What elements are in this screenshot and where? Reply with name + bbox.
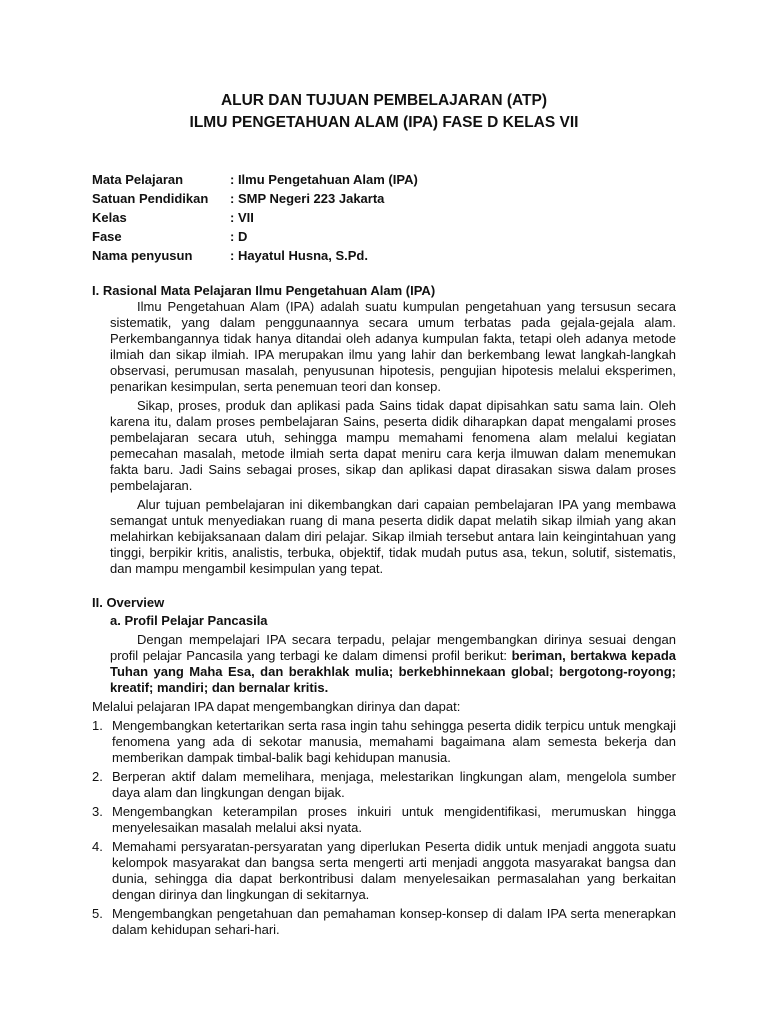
meta-row-subject <box>92 170 676 189</box>
meta-value: : D <box>230 229 248 244</box>
title-line-1: ALUR DAN TUJUAN PEMBELAJARAN (ATP) <box>220 92 548 109</box>
meta-label: Fase <box>92 229 122 244</box>
meta-value: : VII <box>230 210 254 225</box>
list-text: Mengembangkan ketertarikan serta rasa ingin tahu sehingga peserta didik terpicu untuk mengkaji fenomena yang ada di sekotar manusia, memahami bagaimana alam semesta bekerja dan memberikan dampak timbal-balik bagi kehidupan manusia. <box>112 718 676 765</box>
meta-value: : SMP Negeri 223 Jakarta <box>230 191 385 206</box>
list-number: 1. <box>92 718 103 733</box>
section-heading-overview: II. Overview <box>92 595 165 610</box>
list-number: 5. <box>92 906 103 921</box>
paragraph: Sikap, proses, produk dan aplikasi pada Sains tidak dapat dipisahkan satu sama lain. Oleh karena itu, dalam proses pembelajaran Sains, peserta didik diharapkan dapat mengalami proses pembelajaran secara utuh, sehingga mampu memahami fenomena alam melalui kegiatan pemecahan masalah, metode ilmiah serta dapat meniru cara kerja ilmuwan dalam menemukan fakta baru. Jadi Sains sebagai proses, sikap dan aplikasi dapat dirasakan siswa dalam proses pembelajaran. <box>110 398 676 493</box>
list-item <box>92 718 676 766</box>
document-title <box>92 90 676 134</box>
paragraph: Alur tujuan pembelajaran ini dikembangkan dari capaian pembelajaran IPA yang membawa semangat untuk menyediakan ruang di mana peserta didik dapat melatih sikap ilmiah yang akan melahirkan kebijaksanaan dalam diri pelajar. Sikap ilmiah tersebut antara lain keingintahuan yang tinggi, berpikir kritis, analistis, terbuka, objektif, tidak mudah putus asa, tekun, solutif, sistematis, dan mampu mengambil kesimpulan yang tepat. <box>110 497 676 576</box>
list-number: 4. <box>92 839 103 854</box>
title-line-2: ILMU PENGETAHUAN ALAM (IPA) FASE D KELAS VII <box>189 114 579 131</box>
list-item <box>92 804 676 836</box>
list-item <box>92 839 676 903</box>
list-text: Mengembangkan keterampilan proses inkuiri untuk mengidentifikasi, merumuskan hingga menyelesaikan masalah melalui aksi nyata. <box>112 804 676 835</box>
list-text: Memahami persyaratan-persyaratan yang diperlukan Peserta didik untuk menjadi anggota suatu kelompok masyarakat dan bangsa serta mengerti arti menjadi anggota masyarakat bangsa dan dunia, sehingga dia dapat berkontribusi dalam menyelesaikan permasalahan yang berkaitan dengan dirinya dan lingkungan di sekitarnya. <box>112 839 676 902</box>
list-intro: Melalui pelajaran IPA dapat mengembangkan dirinya dan dapat: <box>92 699 461 714</box>
list-item <box>92 906 676 938</box>
list-number: 3. <box>92 804 103 819</box>
list-number: 2. <box>92 769 103 784</box>
meta-label: Nama penyusun <box>92 248 193 263</box>
list-text: Mengembangkan pengetahuan dan pemahaman konsep-konsep di dalam IPA serta menerapkan dalam kehidupan sehari-hari. <box>112 906 676 937</box>
profile-text: Dengan mempelajari IPA secara terpadu, pelajar mengembangkan dirinya sesuai dengan profil pelajar Pancasila yang terbagi ke dalam dimensi profil berikut: <box>110 632 676 663</box>
paragraph: Ilmu Pengetahuan Alam (IPA) adalah suatu kumpulan pengetahuan yang tersusun secara sistematik, yang dalam penggunaannya secara umum terbatas pada gejala-gejala alam. Perkembangannya tidak hanya ditandai oleh adanya kumpulan fakta, tetapi oleh adanya metode ilmiah dan sikap ilmiah. IPA merupakan ilmu yang lahir dan berkembang lewat langkah-langkah observasi, perumusan masalah, penyusunan hipotesis, pengujian hipotesis melalui eksperimen, penarikan kesimpulan, serta penemuan teori dan konsep. <box>110 299 676 394</box>
meta-row-class <box>92 208 676 227</box>
meta-value: : Hayatul Husna, S.Pd. <box>230 248 368 263</box>
meta-row-author <box>92 246 676 265</box>
meta-label: Satuan Pendidikan <box>92 191 209 206</box>
section-heading-rationale: I. Rasional Mata Pelajaran Ilmu Pengetahuan Alam (IPA) <box>92 283 436 298</box>
meta-value: : Ilmu Pengetahuan Alam (IPA) <box>230 172 418 187</box>
meta-row-phase <box>92 227 676 246</box>
meta-row-school <box>92 189 676 208</box>
list-text: Berperan aktif dalam memelihara, menjaga, melestarikan lingkungan alam, mengelola sumber daya alam dan lingkungan dengan bijak. <box>112 769 676 800</box>
meta-label: Kelas <box>92 210 127 225</box>
metadata-table <box>92 170 676 265</box>
profile-dimensions: beriman, bertakwa kepada Tuhan yang Maha Esa, dan berakhlak mulia; berkebhinnekaan global; bergotong-royong; kreatif; mandiri; dan bernalar kritis. <box>110 648 676 695</box>
document-page <box>92 90 676 938</box>
meta-label: Mata Pelajaran <box>92 172 184 187</box>
goals-list <box>92 718 676 938</box>
sub-heading-profile: a. Profil Pelajar Pancasila <box>110 613 268 628</box>
profile-paragraph <box>92 632 676 696</box>
list-item <box>92 769 676 801</box>
